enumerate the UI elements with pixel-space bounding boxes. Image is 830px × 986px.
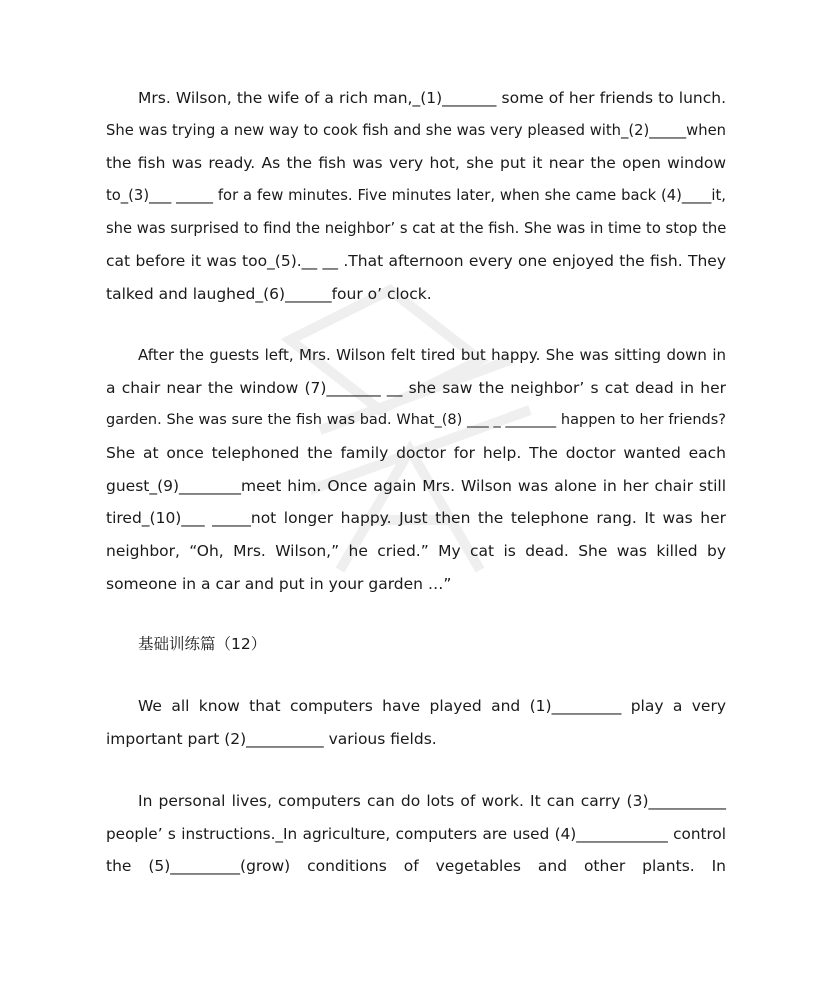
paragraph-line: to_(3)___ _____ for a few minutes. Five minutes later, when she came back (4)____it, bbox=[106, 187, 726, 205]
paragraph-line: a chair near the window (7)_______ __ she saw the neighbor’ s cat dead in her bbox=[106, 378, 726, 397]
paragraph-line: someone in a car and put in your garden …” bbox=[106, 574, 452, 593]
paragraph-line: neighbor, “Oh, Mrs. Wilson,” he cried.” My cat is dead. She was killed by bbox=[106, 542, 726, 561]
paragraph-line: people’ s instructions._In agriculture, computers are used (4)____________ control bbox=[106, 824, 726, 843]
paragraph-line: tired_(10)___ _____not longer happy. Just then the telephone rang. It was her bbox=[106, 509, 726, 528]
paragraph-line: In personal lives, computers can do lots of work. It can carry (3)__________ bbox=[138, 792, 726, 810]
paragraph-line: she was surprised to find the neighbor’ s cat at the fish. She was in time to stop the bbox=[106, 219, 727, 237]
paragraph-line: After the guests left, Mrs. Wilson felt tired but happy. She was sitting down in bbox=[138, 346, 726, 364]
paragraph-line: We all know that computers have played and (1)_________ play a very bbox=[138, 697, 726, 715]
paragraph-4 bbox=[106, 785, 726, 883]
paragraph-2 bbox=[106, 339, 726, 601]
paragraph-line: She at once telephoned the family doctor for help. The doctor wanted each bbox=[106, 444, 726, 463]
paragraph-line: talked and laughed_(6)______four o’ clock. bbox=[106, 285, 432, 304]
paragraph-line: Mrs. Wilson, the wife of a rich man,_(1)_______ some of her friends to lunch. bbox=[138, 89, 726, 107]
paragraph-line: guest_(9)________meet him. Once again Mrs. Wilson was alone in her chair still bbox=[106, 476, 726, 495]
paragraph-line: the fish was ready. As the fish was very hot, she put it near the open window bbox=[106, 154, 726, 173]
paragraph-line: the (5)_________(grow) conditions of vegetables and other plants. In bbox=[106, 857, 726, 876]
paragraph-1 bbox=[106, 82, 726, 311]
paragraph-line: garden. She was sure the fish was bad. What_(8) ___ _ _______ happen to her friends? bbox=[106, 412, 726, 429]
paragraph-line: cat before it was too_(5).__ __ .That afternoon every one enjoyed the fish. They bbox=[106, 252, 726, 271]
paragraph-line: She was trying a new way to cook fish and she was very pleased with_(2)_____when bbox=[106, 121, 726, 139]
section-heading-block bbox=[106, 628, 726, 661]
paragraph-3 bbox=[106, 690, 726, 755]
paragraph-line: important part (2)__________ various fields. bbox=[106, 729, 437, 748]
section-heading: 基础训练篇（12） bbox=[138, 635, 267, 653]
